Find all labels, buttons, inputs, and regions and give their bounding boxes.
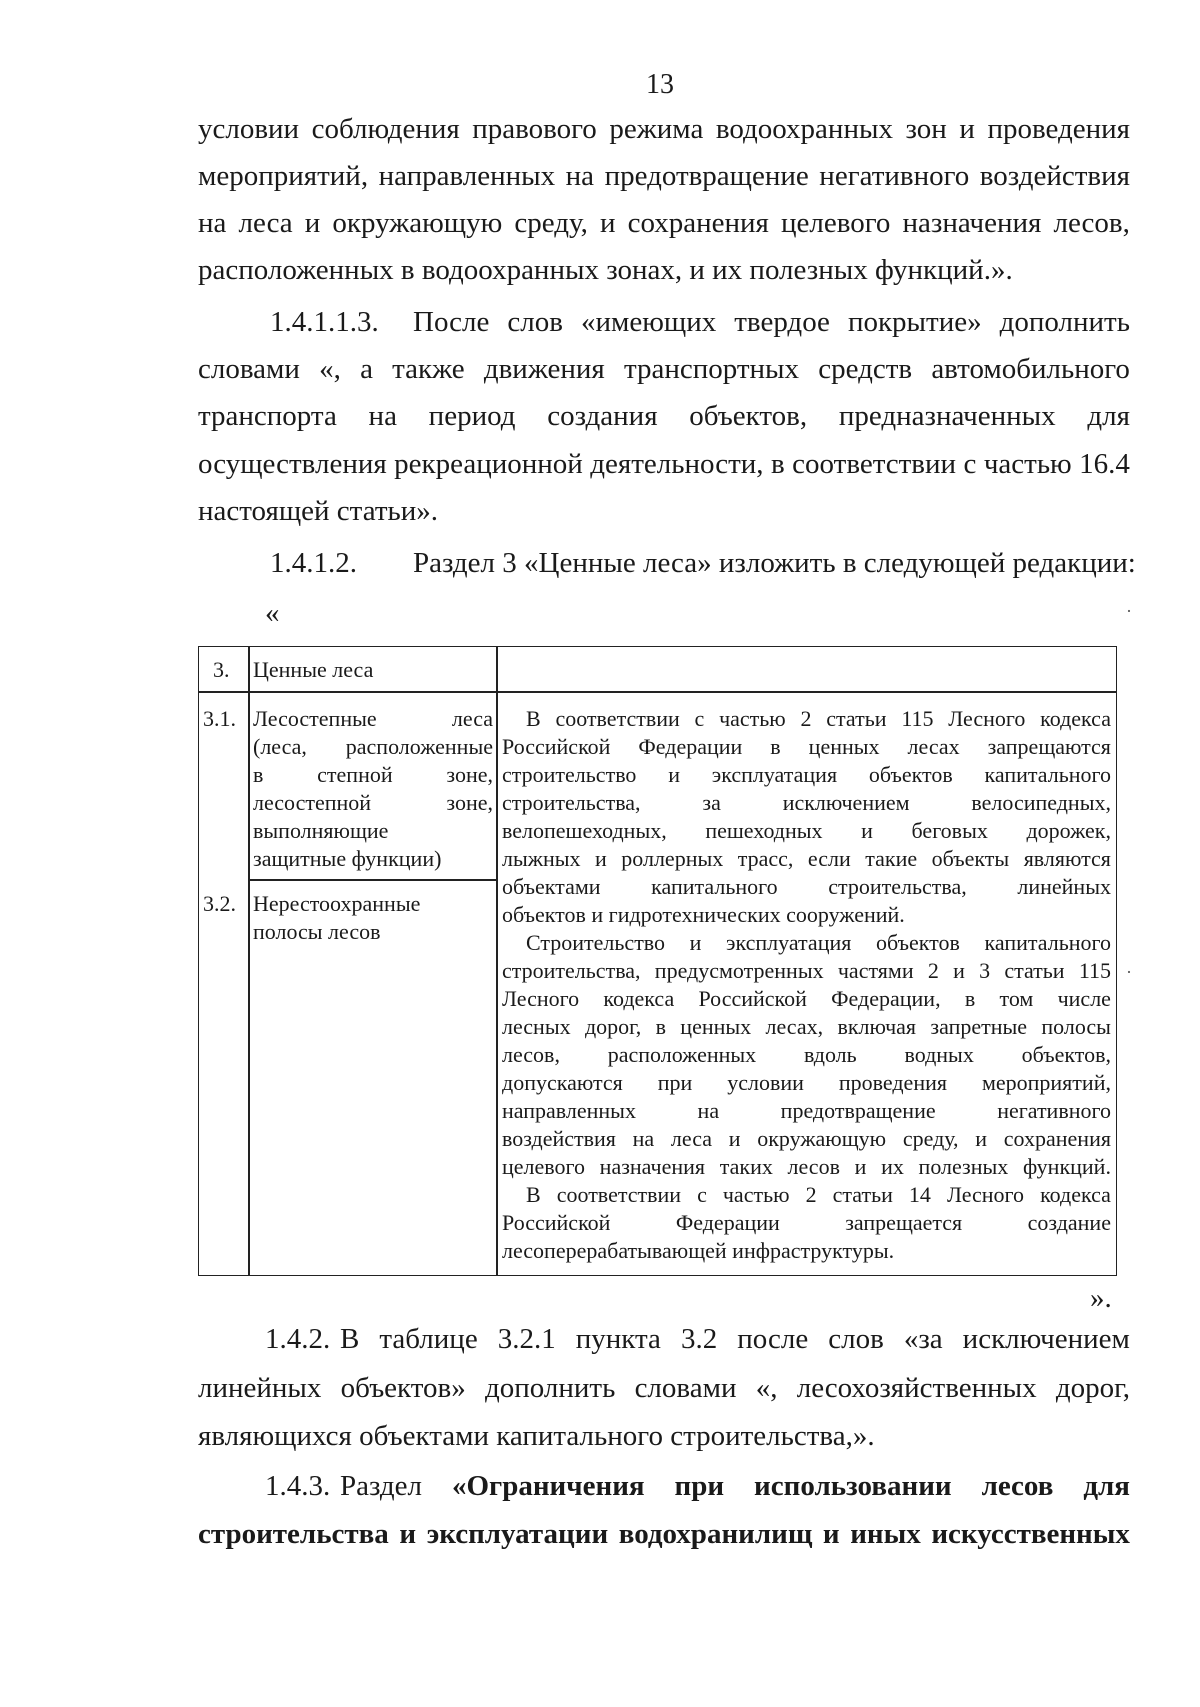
word: степной [317,762,393,787]
row-name-line: выполняющие [253,818,389,843]
word: на [368,400,397,432]
word: деятельности, [590,448,764,480]
paragraph-line [413,304,1130,340]
content-line [502,1209,1111,1237]
word: твердое [734,306,830,338]
word: Лесостепные [253,706,377,731]
word: исключением [962,1323,1130,1355]
word: в [770,734,781,759]
word: правового [472,113,597,145]
item-number: 1.4.3. [265,1470,331,1502]
word: окружающую [332,207,503,239]
paragraph-line [198,351,1130,387]
word: функций. [1022,1154,1111,1179]
word: лесов, [1053,207,1130,239]
paragraph-line [198,158,1130,194]
paragraph-line: Раздел 3 «Ценные леса» изложить в следующей редакции: [413,547,1136,579]
word: водных [904,1042,974,1067]
word: пешеходных [705,818,823,843]
word: и [975,1126,988,1151]
word: и [959,113,975,145]
word: «Ограничения [451,1470,645,1502]
word: движения [483,353,605,385]
word: иных [850,1518,921,1550]
word: полосы [1041,1014,1111,1039]
paragraph-line [198,205,1130,241]
paragraph-line [340,1468,1130,1504]
word: предназначенных [838,400,1056,432]
row-number: 3.1. [203,706,236,731]
word: Лесного [502,986,580,1011]
word: полезных [918,1154,1009,1179]
word: на [697,1098,720,1123]
content-line [502,733,1111,761]
word: использовании [754,1470,952,1502]
word: лесах, [765,1014,824,1039]
word: окружающую [757,1126,887,1151]
word: строительства, [502,958,641,983]
word: 3 [979,958,991,983]
word: В [340,1323,360,1355]
content-line [502,1041,1111,1069]
word: словами [634,1372,737,1404]
word: транспортных [623,353,800,385]
word: и [953,958,965,983]
word: целевого [502,1154,585,1179]
word: зоне, [446,762,493,787]
word: также [392,353,465,385]
word: объектов» [340,1372,466,1404]
word: на [565,160,595,192]
word: автомобильного [931,353,1130,385]
word: статьи [826,706,887,731]
row-number: 3. [213,657,230,682]
word: искусственных [931,1518,1130,1550]
word: объектами [502,874,601,899]
word: 14 [908,1182,931,1207]
word: строительства, [502,790,641,815]
word: строительства [198,1518,389,1550]
word: объектов [868,762,953,787]
word: статьи [1004,958,1065,983]
word: частью [983,448,1072,480]
word: дорожек, [1026,818,1111,843]
word: лесов [981,1470,1054,1502]
word: проведения [838,1070,947,1095]
word: статьи [832,1182,893,1207]
word: эксплуатация [726,930,852,955]
word: транспорта [198,400,337,432]
word: частью [719,706,786,731]
word: лесных [502,1014,571,1039]
word: водоохранных [715,113,893,145]
word: режима [609,113,704,145]
word: роллерных [621,846,724,871]
word: слов [507,306,563,338]
word: за [702,790,721,815]
word: назначения [599,1154,706,1179]
paragraph-line [198,446,1130,482]
word: словами [198,353,300,385]
word: среду, [514,207,588,239]
word: и [822,1518,840,1550]
word: «, [755,1372,778,1404]
word: с [697,1182,707,1207]
word: 115 [1078,958,1111,983]
page-number: 13 [646,69,674,100]
word: для [1083,1470,1130,1502]
content-line [502,873,1111,901]
word: лесах [907,734,960,759]
content-line [502,1153,1111,1181]
word: включая [837,1014,917,1039]
word: объектов, [689,400,808,432]
word: при [674,1470,725,1502]
row-name-line: защитные функции) [253,846,442,871]
paragraph-line: настоящей статьи». [198,495,439,527]
word: их [881,1154,904,1179]
item-number: 1.4.1.2. [270,547,357,579]
word: частью [722,1182,790,1207]
word: линейных [198,1372,322,1404]
word: 2 [800,706,812,731]
word: соответствии [555,706,680,731]
open-quote: « [265,597,280,629]
word: с [694,706,705,731]
table-rule [496,647,498,1275]
word: целевого [780,207,891,239]
word: и [689,930,702,955]
word: и [728,1126,741,1151]
word: и [599,207,616,239]
word: в [771,448,785,480]
word: воздействия [979,160,1130,192]
word: 3.2.1 [497,1323,556,1355]
word: 2 [927,958,939,983]
word: дополнить [485,1372,616,1404]
word: велосипедных, [971,790,1111,815]
paragraph-line [340,1321,1130,1357]
row-number: 3.2. [203,891,236,916]
word: осуществления [198,448,387,480]
word: «имеющих [580,306,717,338]
word: ценных [680,1014,752,1039]
word: запрещается [845,1210,963,1235]
item-number: 1.4.1.1.3. [270,306,379,338]
word: назначения [902,207,1042,239]
word: создания [547,400,658,432]
table-rule [248,879,496,881]
scan-dot: · [1126,962,1132,982]
word: негативного [997,1098,1111,1123]
row-name-line [253,789,493,817]
word: таблице [379,1323,478,1355]
word: ценных [808,734,880,759]
paragraph-line: являющихся объектами капитального строительства,». [198,1420,875,1452]
row-name-line: полосы лесов [253,919,381,944]
word: трасс, [737,846,794,871]
word: если [807,846,851,871]
word: Раздел [340,1470,423,1502]
word: предотвращение [780,1098,936,1123]
word: а [360,353,373,385]
word: (леса, [253,734,307,759]
paragraph-line [198,1370,1130,1406]
word: мероприятий, [981,1070,1111,1095]
word: условии [727,1070,804,1095]
word: в [655,1014,666,1039]
word: и [668,762,680,787]
word: лесостепной [253,790,372,815]
word: период [428,400,516,432]
word: Российской [502,734,611,759]
word: объекты [931,846,1010,871]
paragraph-line [198,111,1130,147]
word: леса [238,207,293,239]
word: кодекса [603,986,675,1011]
word: В [526,706,541,731]
content-line [502,957,1111,985]
word: соответствии [792,448,957,480]
row-name: Ценные леса [253,657,374,682]
values-table [198,646,1117,1276]
word: лесов, [502,1042,560,1067]
word: Федерации, [831,986,941,1011]
content-line [502,845,1111,873]
word: запрещаются [987,734,1111,759]
word: вдоль [803,1042,857,1067]
row-name-line [253,733,493,761]
word: сохранения [627,207,769,239]
content-line [502,985,1111,1013]
row-name-line: Нерестоохранные [253,891,421,916]
word: строительства, [828,874,967,899]
content-line [502,817,1111,845]
table-rule [199,691,1116,693]
word: Российской [502,1210,611,1235]
word: лесохозяйственных [796,1372,1037,1404]
content-line [502,1069,1111,1097]
scan-dot: · [1126,601,1132,621]
row-name-line [253,761,493,789]
word: являются [1023,846,1111,871]
close-quote: ». [1090,1282,1112,1314]
word: пункта [575,1323,661,1355]
word: средств [818,353,913,385]
word: предотвращение [604,160,809,192]
table-rule [248,647,250,1275]
word: Федерации [638,734,743,759]
word: эксплуатации [426,1518,609,1550]
word: зоне, [446,790,493,815]
word: создание [1027,1210,1111,1235]
word: линейных [1017,874,1111,899]
word: расположенные [345,734,493,759]
word: капитального [651,874,778,899]
word: 16.4 [1079,448,1130,480]
word: числе [1057,986,1111,1011]
paragraph-line [198,1516,1130,1552]
word: расположенных [607,1042,757,1067]
word: водохранилищ [618,1518,813,1550]
word: «за [903,1323,943,1355]
paragraph-line [198,398,1130,434]
word: соблюдения [311,113,460,145]
word: после [737,1323,809,1355]
content-line [502,761,1111,789]
word: направленных [502,1098,636,1123]
word: 115 [901,706,934,731]
word: проведения [987,113,1130,145]
word: негативного [819,160,970,192]
word: капитального [984,762,1111,787]
word: велопешеходных, [502,818,667,843]
word: Лесного [946,1182,1025,1207]
word: эксплуатация [711,762,838,787]
word: мероприятий, [198,160,369,192]
word: для [1087,400,1130,432]
word: при [657,1070,693,1095]
word: на [198,207,227,239]
content-line [502,1013,1111,1041]
word: леса [451,706,493,731]
word: дорог, [1055,1372,1130,1404]
word: допускаются [502,1070,623,1095]
row-name-line [253,705,493,733]
content-line [526,929,1111,957]
content-line [526,1181,1111,1209]
word: строительство [502,762,637,787]
word: слов [828,1323,884,1355]
word: Федерации [675,1210,780,1235]
word: рекреационной [394,448,583,480]
word: объектов, [1021,1042,1111,1067]
content-line [502,1125,1111,1153]
word: предусмотренных [654,958,824,983]
word: запретные [930,1014,1028,1039]
content-line [502,789,1111,817]
word: такие [865,846,918,871]
content-line: объектов и гидротехнических сооружений. [502,902,905,927]
word: лесов [787,1154,840,1179]
word: в [253,762,264,787]
word: кодекса [1040,1182,1111,1207]
word: на [632,1126,655,1151]
item-number: 1.4.2. [265,1323,331,1355]
word: покрытие» [847,306,982,338]
word: и [304,207,321,239]
word: и [861,818,873,843]
word: направленных [378,160,556,192]
word: сохранения [1003,1126,1111,1151]
word: В [526,1182,541,1207]
word: зон [905,113,947,145]
word: таких [719,1154,773,1179]
word: После [413,306,490,338]
word: воздействия [502,1126,616,1151]
word: и [595,846,607,871]
word: с [963,448,977,480]
word: дорог, [584,1014,642,1039]
word: 3.2 [680,1323,718,1355]
paragraph-line: расположенных в водоохранных зонах, и их полезных функций.». [198,254,1013,286]
word: объектов [875,930,960,955]
word: и [854,1154,867,1179]
content-line: лесоперерабатывающей инфраструктуры. [502,1238,895,1263]
word: Лесного [948,706,1026,731]
word: соответствии [556,1182,682,1207]
word: Строительство [526,930,666,955]
word: дополнить [999,306,1130,338]
word: и [399,1518,417,1550]
content-line [526,705,1111,733]
word: исключением [782,790,910,815]
word: 2 [805,1182,817,1207]
word: в [964,986,976,1011]
word: «, [319,353,341,385]
word: беговых [911,818,988,843]
word: кодекса [1040,706,1111,731]
word: условии [198,113,300,145]
word: лыжных [502,846,581,871]
word: частями [837,958,914,983]
word: Российской [698,986,807,1011]
word: леса [670,1126,712,1151]
word: капитального [984,930,1111,955]
content-line [502,1097,1111,1125]
word: том [999,986,1034,1011]
word: среду, [902,1126,959,1151]
